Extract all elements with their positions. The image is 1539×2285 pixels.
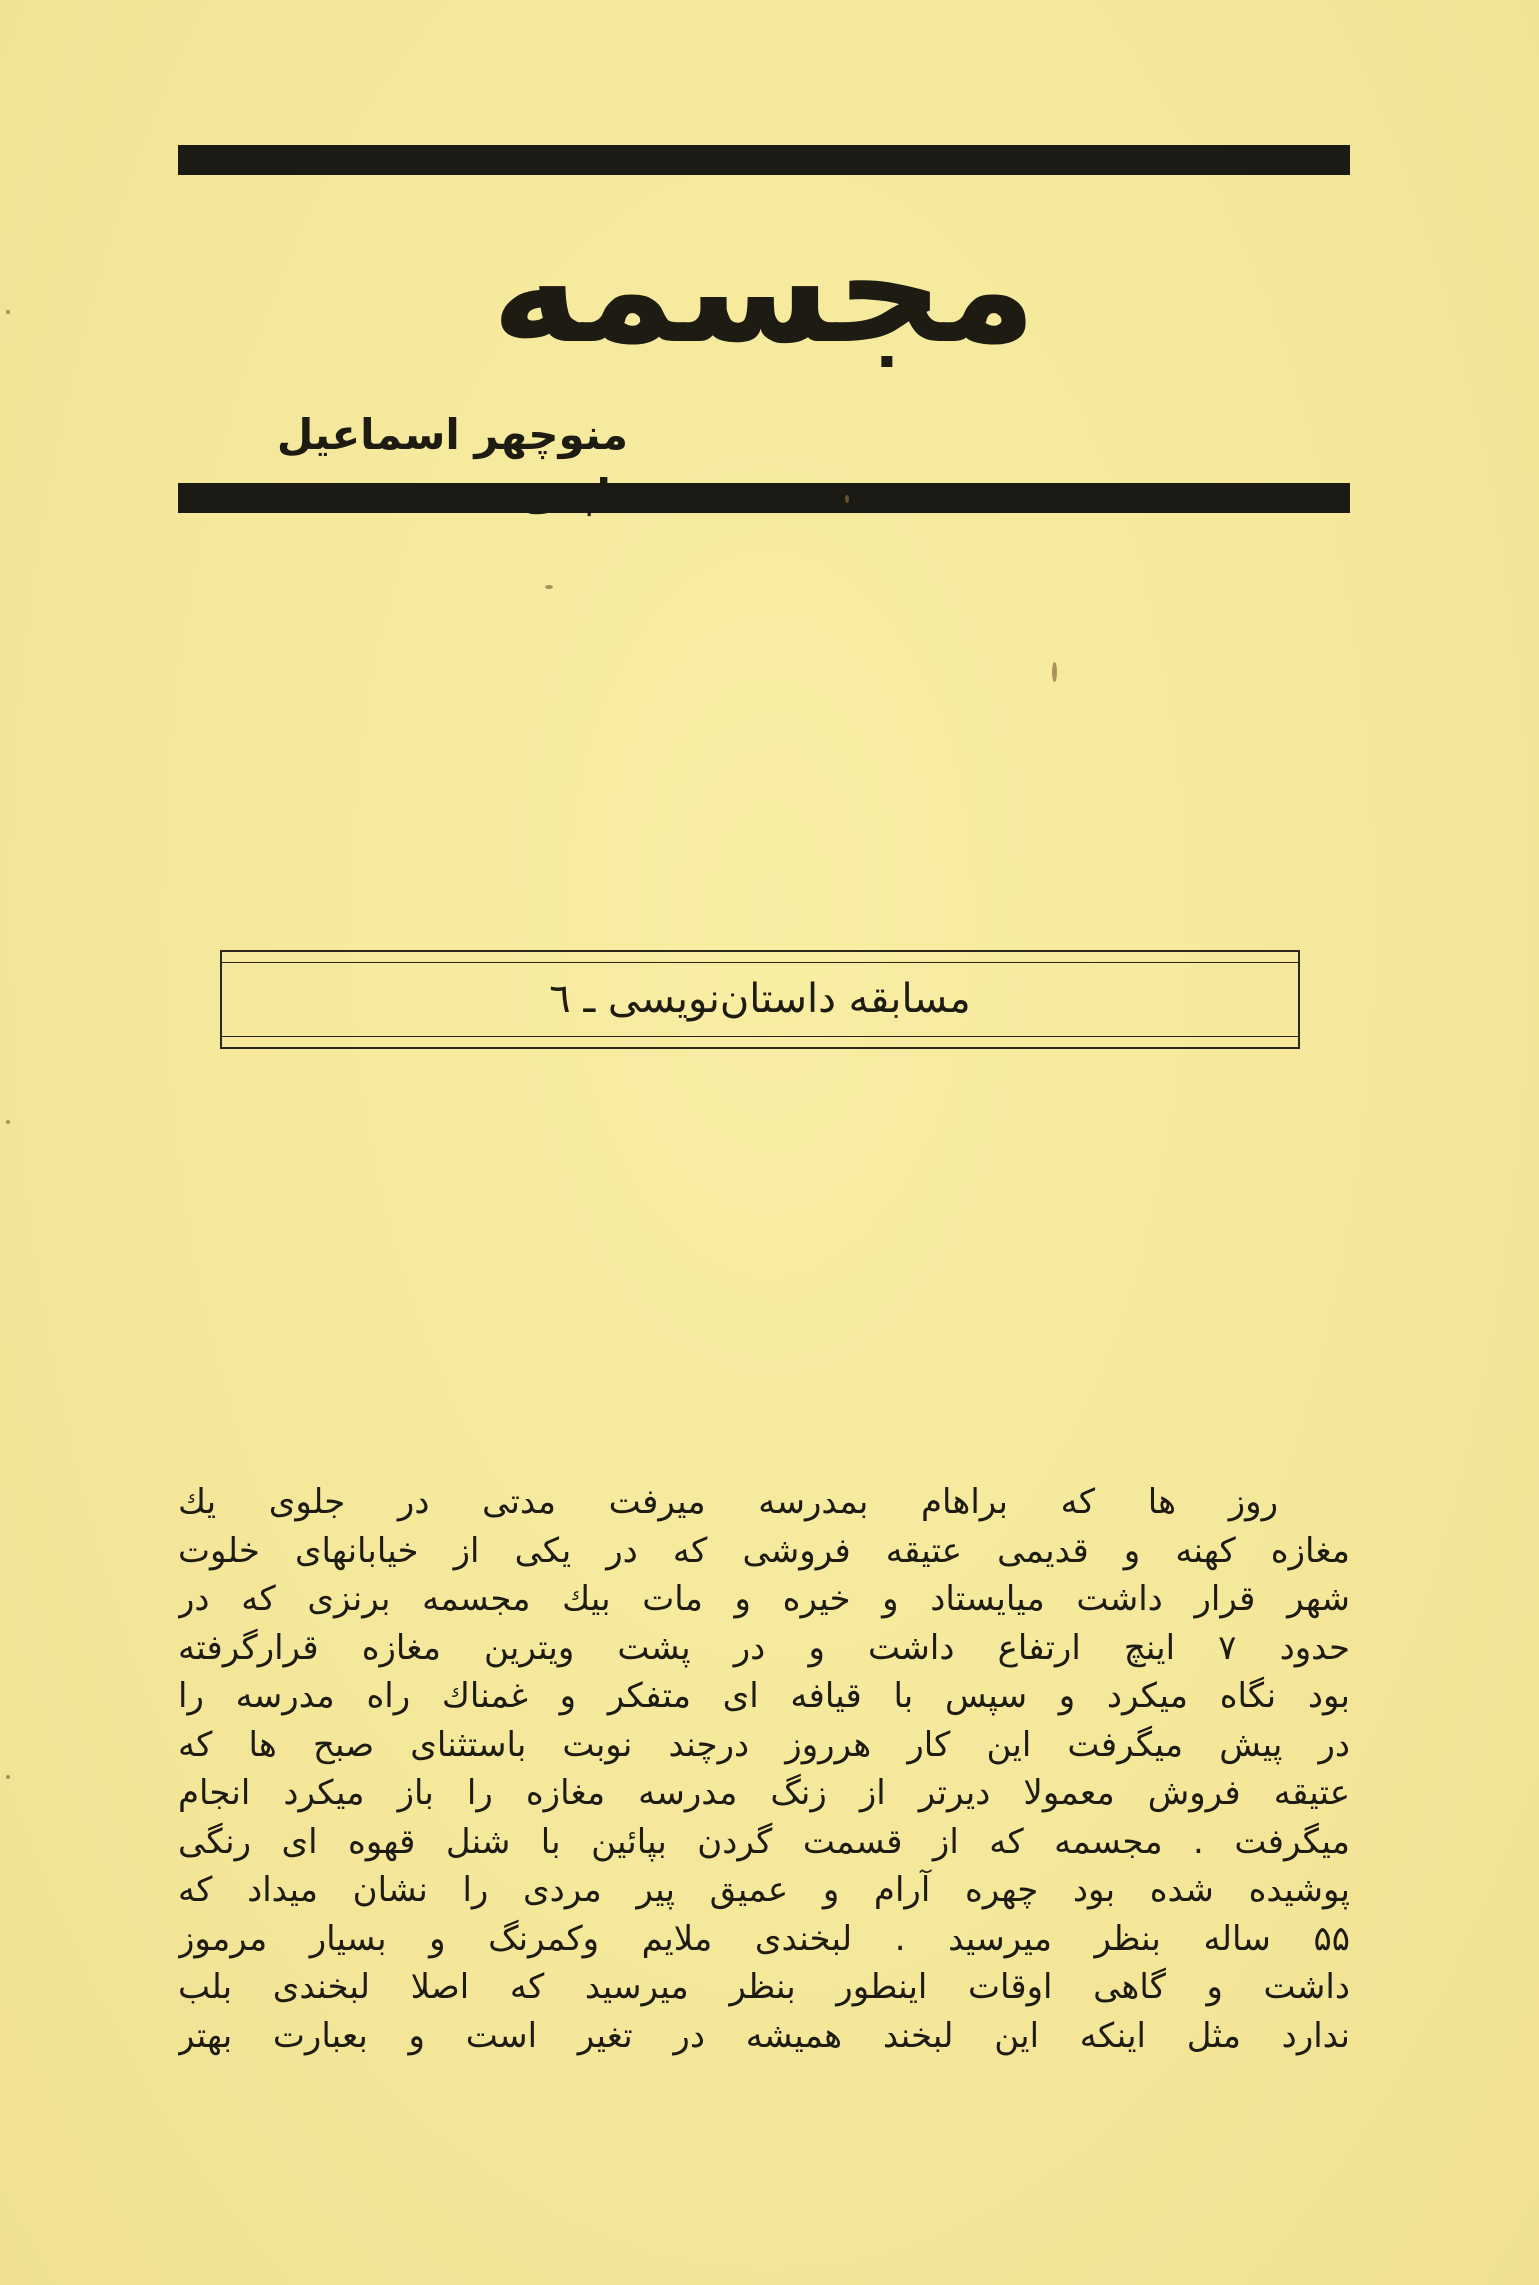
top-rule — [178, 145, 1350, 175]
story-title: مجسمه — [491, 203, 1037, 377]
body-line: روز ها که براهام بمدرسه میرفت مدتی در جلوی یك — [178, 1482, 1278, 1522]
body-line: میگرفت . مجسمه که از قسمت گردن بپائین با شنل قهوه ای رنگی — [178, 1821, 1350, 1862]
paper-speck — [6, 1120, 10, 1124]
story-body — [178, 1478, 1350, 2060]
body-line: مغازه کهنه و قدیمی عتیقه فروشی که در یکی از خیابانهای خلوت — [178, 1530, 1350, 1571]
paper-speck — [6, 310, 10, 314]
body-line: ۵۵ ساله بنظر میرسید . لبخندی ملایم وکمرنگ و بسیار مرموز — [178, 1918, 1350, 1959]
body-line: ندارد مثل اینکه این لبخند همیشه در تغیر است و بعبارت بهتر — [178, 2015, 1350, 2056]
bottom-rule — [178, 483, 1350, 513]
author-name: منوچهر اسماعیل — [276, 410, 628, 459]
paper-speck — [545, 585, 553, 589]
paper-speck — [845, 495, 849, 503]
body-line: حدود ۷ اینچ ارتفاع داشت و در پشت ویترین مغازه قرارگرفته — [178, 1627, 1350, 1668]
paper-speck — [6, 1775, 10, 1779]
body-line: در پیش میگرفت این کار هرروز درچند نوبت باستثنای صبح ها که — [178, 1724, 1350, 1765]
paper-speck — [1052, 662, 1057, 682]
body-line: شهر قرار داشت میایستاد و خیره و مات بیك مجسمه برنزی که در — [178, 1579, 1350, 1619]
body-line: بود نگاه میکرد و سپس با قیافه ای متفکر و غمناك راه مدرسه را — [178, 1676, 1350, 1716]
contest-label: مسابقه داستان‌نویسی ـ ٦ — [549, 976, 971, 1022]
contest-box — [220, 950, 1300, 1049]
body-line: پوشیده شده بود چهره آرام و عمیق پیر مردی را نشان میداد که — [178, 1870, 1350, 1910]
body-line: داشت و گاهی اوقات اینطور بنظر میرسید که اصلا لبخندی بلب — [178, 1967, 1350, 2007]
body-line: عتیقه فروش معمولا دیرتر از زنگ مدرسه مغازه را باز میکرد انجام — [178, 1773, 1350, 1813]
